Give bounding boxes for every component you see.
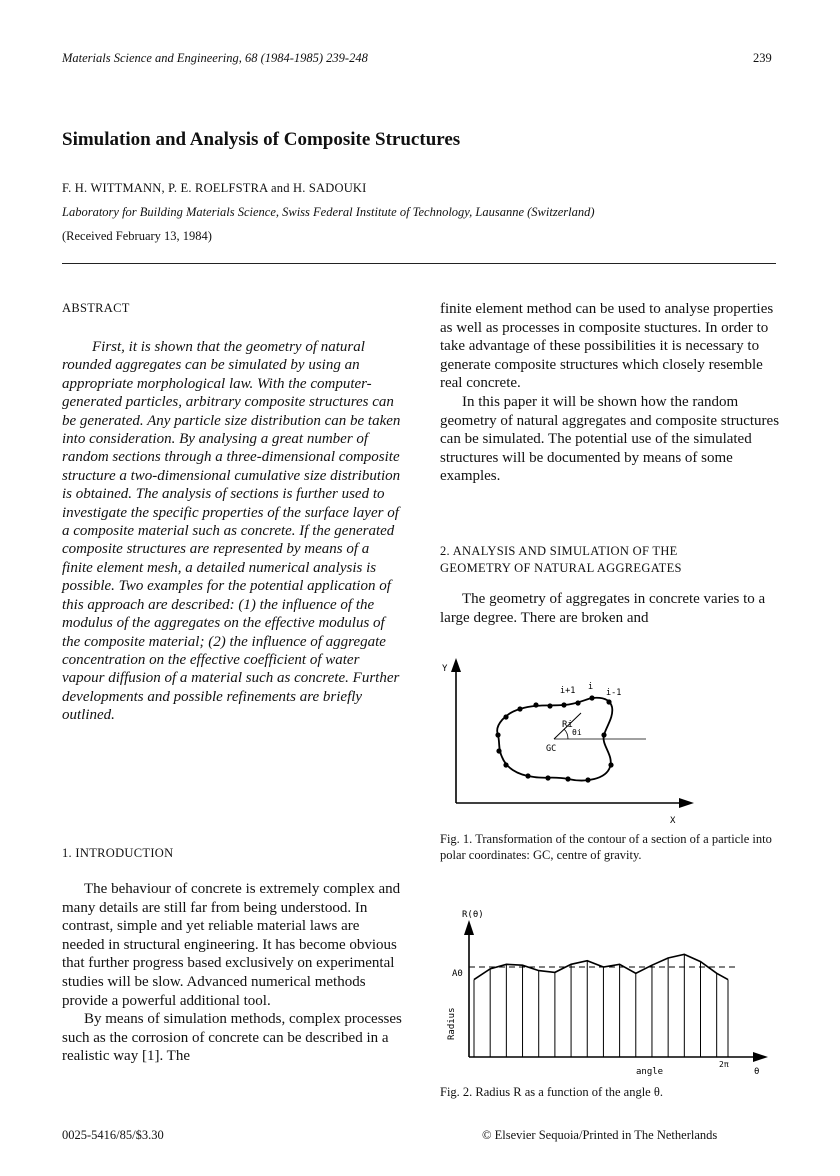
section2-heading — [440, 543, 682, 577]
fig1-point — [575, 700, 580, 705]
fig1-point — [525, 773, 530, 778]
fig2-vertical-lines — [474, 954, 728, 1057]
intro-paragraph-2: By means of simulation methods, complex processes such as the corrosion of concrete can be described in a realistic way [1]. The — [62, 1011, 402, 1065]
fig2-two-pi-label: 2π — [719, 1060, 729, 1069]
received-date: (Received February 13, 1984) — [62, 229, 212, 243]
fig1-label-ri: Ri — [562, 720, 573, 730]
page-number: 239 — [753, 51, 772, 65]
fig1-y-arrow — [451, 658, 461, 672]
abstract-body — [62, 338, 402, 725]
fig1-point — [608, 762, 613, 767]
fig1-label-i-minus-1: i-1 — [606, 688, 622, 698]
figure2-radius-chart — [436, 900, 776, 1080]
fig1-point — [517, 706, 522, 711]
footer-publisher: © Elsevier Sequoia/Printed in The Netherlands — [482, 1128, 718, 1142]
fig1-label-gc: GC — [546, 744, 557, 754]
fig2-x-arrow — [753, 1052, 768, 1062]
fig1-point — [565, 776, 570, 781]
fig1-point — [533, 702, 538, 707]
section2-body — [440, 590, 780, 627]
fig1-point — [589, 695, 594, 700]
fig2-theta-label: θ — [754, 1067, 760, 1077]
fig1-point — [495, 732, 500, 737]
fig1-label-i-plus-1: i+1 — [560, 686, 576, 696]
fig1-y-label: Y — [442, 664, 448, 674]
fig1-angle-arc — [564, 729, 568, 739]
fig1-point — [496, 748, 501, 753]
fig1-point — [585, 777, 590, 782]
header-rule — [62, 263, 776, 264]
figure1-caption: Fig. 1. Transformation of the contour of a section of a particle into polar coordinates: GC, centre of gravity. — [440, 832, 772, 862]
abstract-paragraph: First, it is shown that the geometry of natural rounded aggregates can be simulated by using an appropriate morphological law. With the computer-generated particles, arbitrary composite structures can be generated. Any particle size distribution can be taken into consideration. By analysing a great number of random sections through a three-dimensional composite structure a two-dimensional cumulative size distribution is obtained. The analysis of sections is further used to investigate the specific properties of the surface layer of a composite material such as concrete. If the generated composite structures are represented by means of a finite element mesh, a detailed numerical analysis is possible. Two examples for the potential application of this approach are described: (1) the influence of the modulus of the aggregates on the effective modulus of the composite material; (2) the influence of aggregate concentration on the effective coefficient of water vapour diffusion of a material such as concrete. Further developments and possible refinements are briefly outlined. — [62, 339, 401, 724]
intro-paragraph-1: The behaviour of concrete is extremely complex and many details are still far from being understood. In contrast, simple and yet reliable material laws are needed in structural engineering. It has become obvious that further progress based exclusively on experimental studies will be slow. Advanced numerical methods provide a powerful additional tool. — [62, 881, 401, 1009]
paper-outline-paragraph: In this paper it will be shown how the random geometry of natural aggregates and composite structures can be simulated. The potential use of the simulated structures will be documented by means of some examples. — [440, 393, 780, 485]
intro-body — [62, 880, 404, 1066]
intro-heading: 1. INTRODUCTION — [62, 846, 174, 860]
fig1-point — [606, 699, 611, 704]
fig2-y-arrow — [464, 920, 474, 935]
footer-issn: 0025-5416/85/$3.30 — [62, 1128, 164, 1142]
fig1-point — [503, 714, 508, 719]
fig1-point — [561, 702, 566, 707]
section2-heading-line1: 2. ANALYSIS AND SIMULATION OF THE — [440, 544, 678, 558]
fig1-point — [503, 762, 508, 767]
fig1-x-arrow — [679, 798, 694, 808]
figure1-polar-contour — [436, 655, 776, 825]
abstract-heading: ABSTRACT — [62, 301, 130, 315]
right-column-text — [440, 300, 780, 486]
journal-citation: Materials Science and Engineering, 68 (1984-1985) 239-248 — [62, 51, 368, 65]
fig1-point — [545, 775, 550, 780]
fig1-label-i: i — [588, 682, 594, 692]
continued-paragraph: finite element method can be used to analyse properties as well as processes in composite stuctures. In order to take advantage of these possibilities it is necessary to generate composite structures which closely resemble real concrete. — [440, 301, 774, 392]
fig2-radius-label: Radius — [447, 1007, 457, 1040]
section2-heading-line2: GEOMETRY OF NATURAL AGGREGATES — [440, 561, 682, 575]
figure2-caption: Fig. 2. Radius R as a function of the angle θ. — [440, 1085, 663, 1099]
article-affiliation: Laboratory for Building Materials Science, Swiss Federal Institute of Technology, Lausanne (Switzerland) — [62, 205, 595, 219]
article-authors: F. H. WITTMANN, P. E. ROELFSTRA and H. SADOUKI — [62, 181, 367, 195]
fig2-angle-label: angle — [636, 1067, 664, 1077]
fig2-y-label: R(θ) — [462, 910, 484, 920]
fig1-label-theta-i: θi — [572, 728, 582, 737]
article-title: Simulation and Analysis of Composite Structures — [62, 129, 461, 150]
fig1-point — [601, 732, 606, 737]
fig2-a0-label: A0 — [452, 969, 463, 979]
fig1-x-label: X — [670, 816, 676, 825]
section2-paragraph-1: The geometry of aggregates in concrete varies to a large degree. There are broken and — [440, 591, 766, 626]
fig1-point — [547, 703, 552, 708]
